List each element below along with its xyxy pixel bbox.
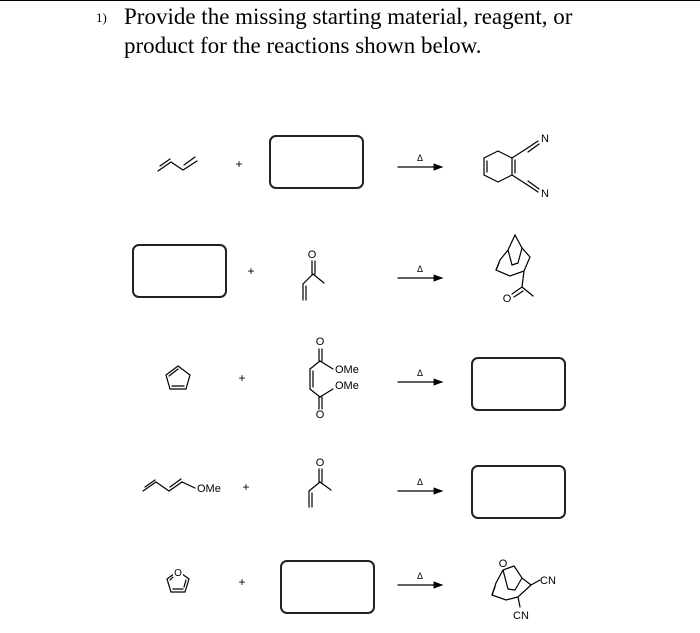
heat-symbol: Δ	[416, 477, 424, 487]
heat-symbol: Δ	[416, 153, 424, 163]
question-number: 1)	[96, 10, 107, 25]
norbornene-ketone-structure	[496, 235, 533, 305]
heat-symbol: Δ	[416, 368, 424, 378]
carbonyl-o-label: O	[315, 336, 325, 348]
bridge-o-label: O	[498, 558, 508, 570]
carbonyl-o-label: O	[502, 293, 512, 305]
row-2-reaction	[133, 235, 533, 305]
question-text-line-1: Provide the missing starting material, reagent, or	[124, 4, 573, 29]
methoxy-label: OMe	[335, 380, 359, 392]
carbonyl-o-label: O	[315, 457, 325, 469]
answer-box-row-1-reagent[interactable]	[270, 136, 363, 188]
butadiene-structure	[158, 157, 197, 171]
plus-sign: +	[242, 480, 250, 494]
dimethyl-maleate-structure	[310, 336, 359, 421]
answer-box-row-2-diene[interactable]	[133, 245, 226, 297]
cyclohexene-dinitrile-structure	[484, 133, 549, 200]
nitrile-label: CN	[513, 610, 529, 622]
furan-o-label: O	[174, 568, 182, 579]
row-4-reaction	[143, 457, 565, 518]
plus-sign: +	[247, 264, 255, 278]
nitrile-n-label: N	[541, 133, 549, 145]
plus-sign: +	[238, 575, 246, 589]
methoxybutadiene-structure	[143, 479, 221, 495]
methyl-vinyl-ketone-structure	[309, 457, 331, 507]
question-text-line-2: product for the reactions shown below.	[124, 33, 482, 58]
carbonyl-o-label: O	[315, 409, 325, 421]
furan-structure	[167, 567, 189, 592]
answer-box-row-3-product[interactable]	[472, 358, 565, 410]
methoxy-label: OMe	[335, 364, 359, 376]
carbonyl-o-label: O	[307, 249, 317, 261]
row-5-reaction	[167, 558, 556, 622]
cyclopentadiene-structure	[166, 366, 190, 389]
row-1-reaction	[158, 133, 549, 200]
heat-symbol: Δ	[416, 264, 424, 274]
plus-sign: +	[235, 157, 243, 171]
row-3-reaction	[166, 336, 565, 421]
answer-box-row-4-product[interactable]	[472, 466, 565, 518]
oxanorbornene-dinitrile-structure	[492, 558, 556, 622]
methoxy-label: OMe	[197, 483, 221, 495]
nitrile-n-label: N	[541, 188, 549, 200]
nitrile-label: CN	[540, 575, 556, 587]
methyl-vinyl-ketone-structure	[303, 249, 324, 300]
answer-box-row-5-reagent[interactable]	[281, 561, 374, 613]
plus-sign: +	[238, 371, 246, 385]
heat-symbol: Δ	[416, 571, 424, 581]
